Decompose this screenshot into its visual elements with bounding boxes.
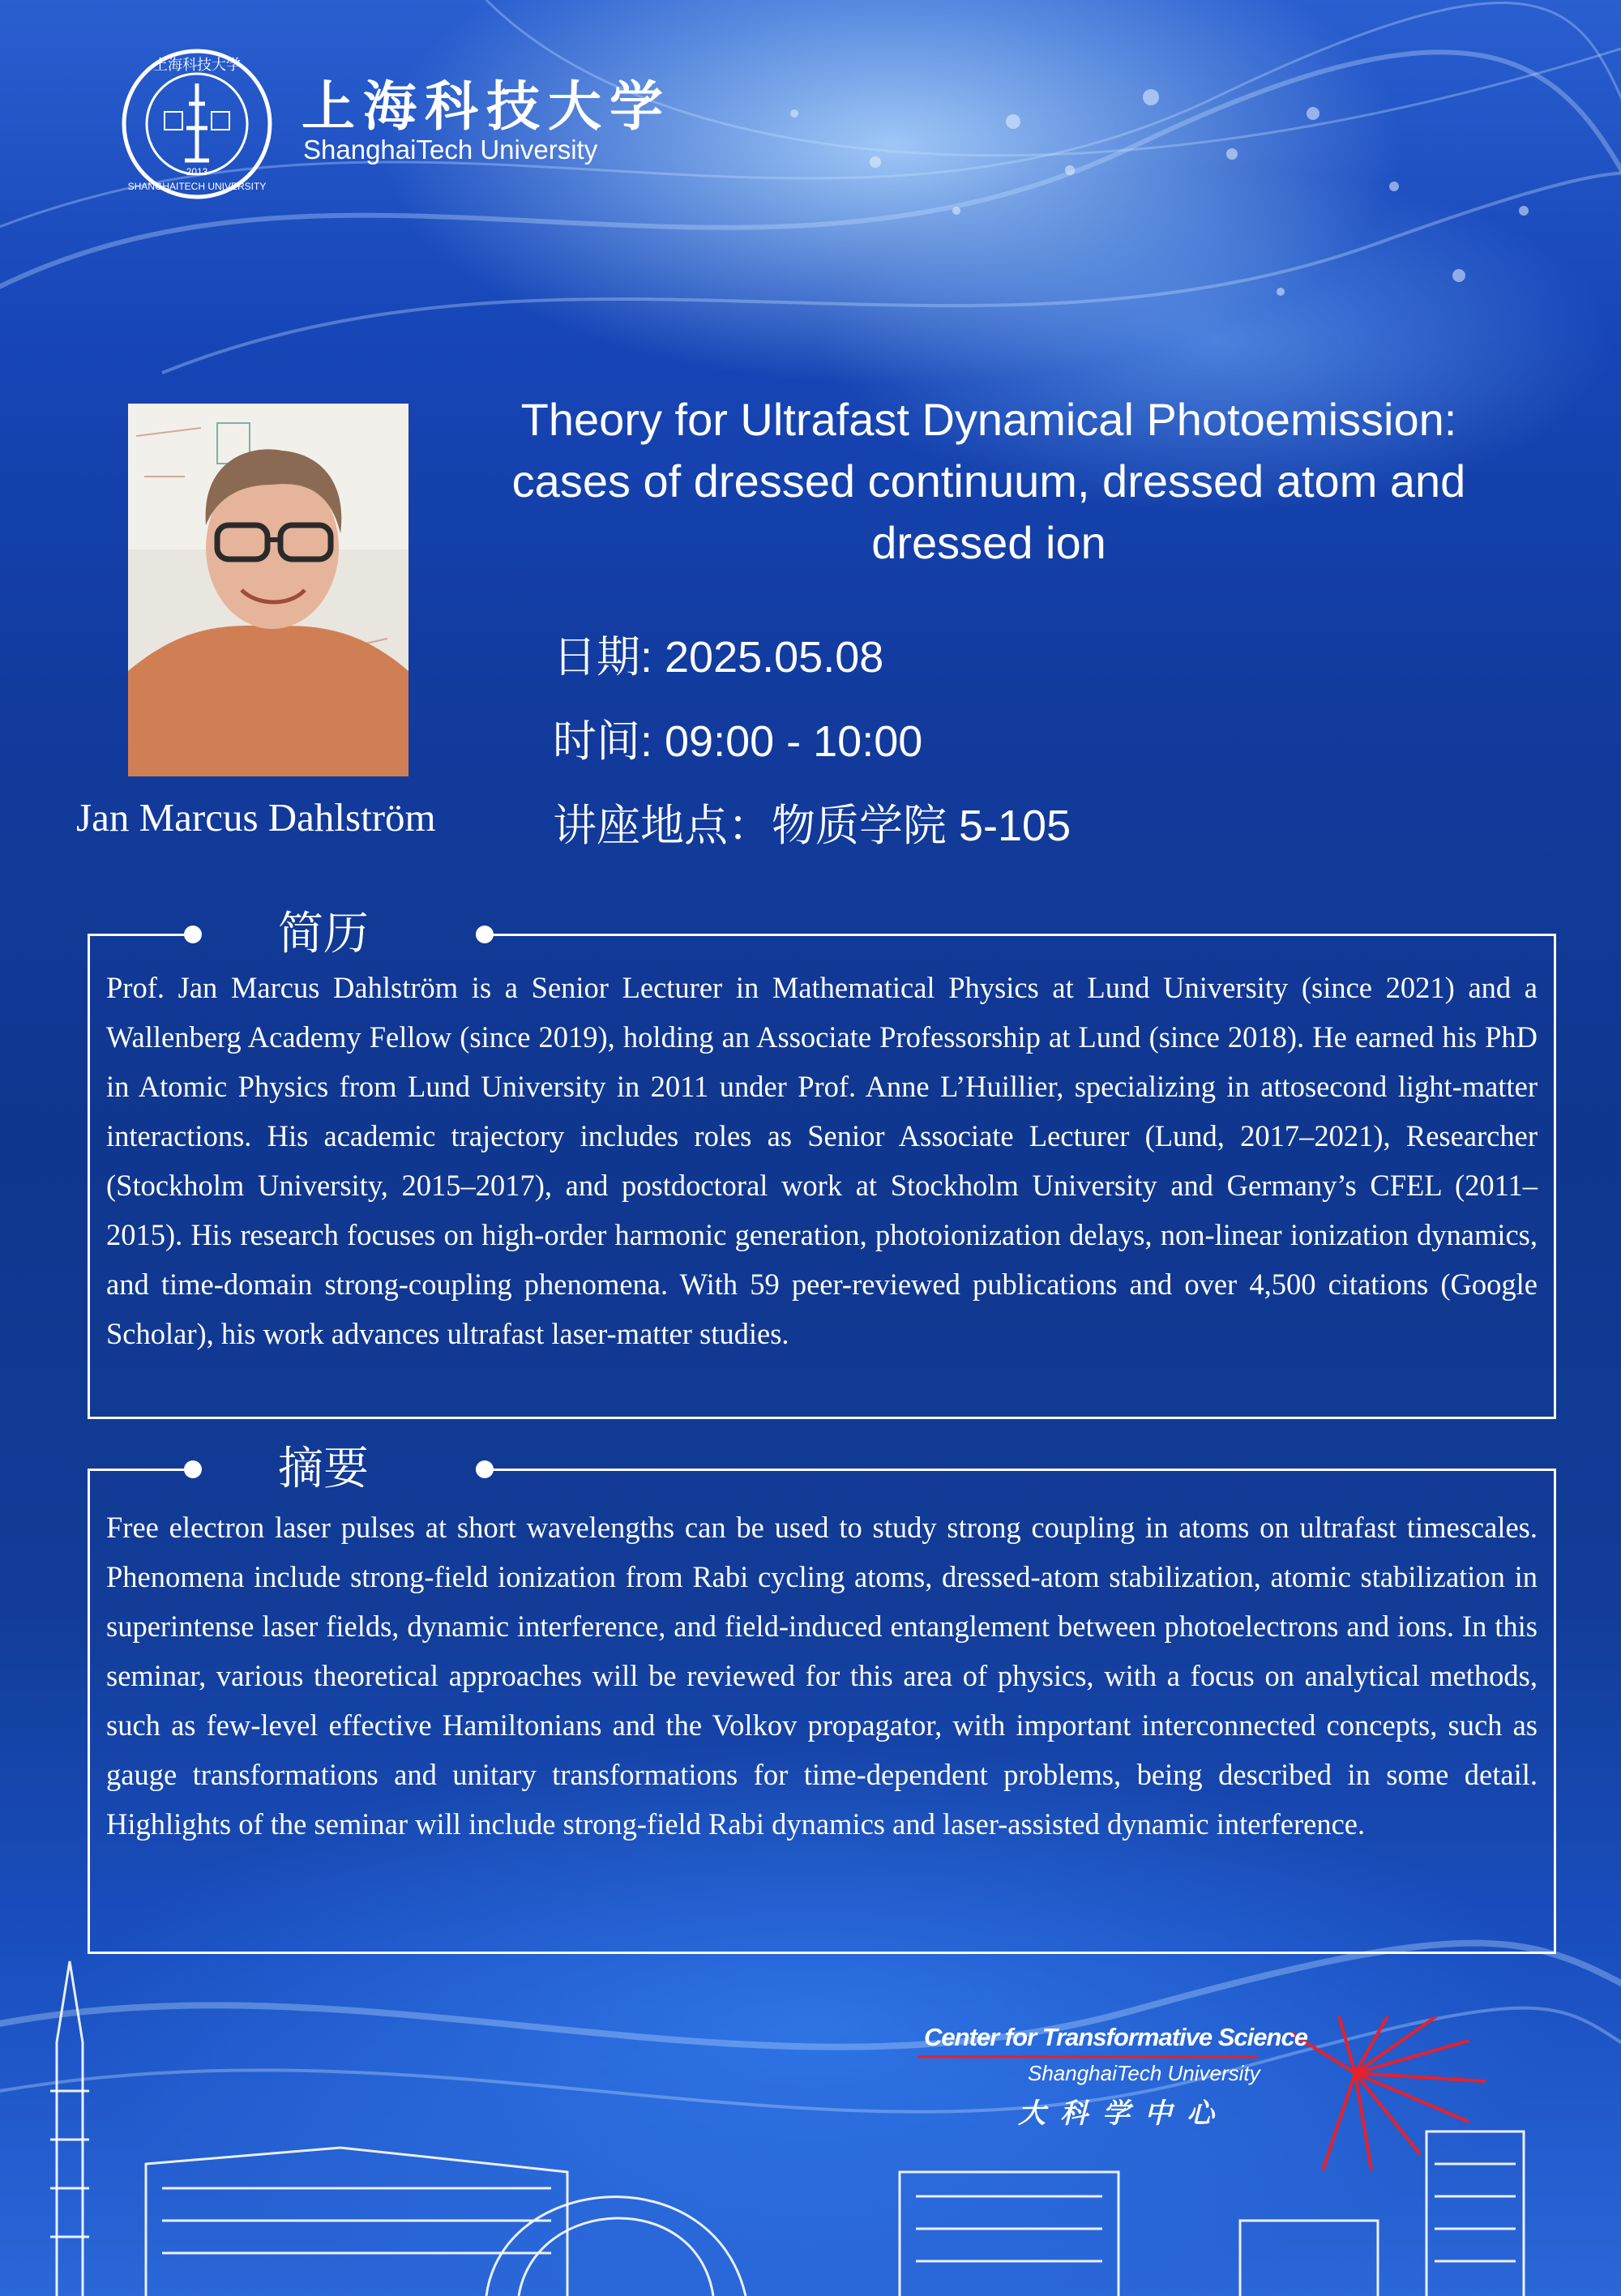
abstract-heading: 摘要 bbox=[278, 1443, 369, 1495]
svg-text:2013: 2013 bbox=[186, 166, 208, 177]
speaker-name: Jan Marcus Dahlström bbox=[76, 795, 436, 840]
svg-text:上海科技大学: 上海科技大学 bbox=[153, 57, 241, 74]
abstract-text: Free electron laser pulses at short wavelengths can be used to study strong coupling in atoms on ultrafast timescales. Phenomena include strong-field ionization from Rabi cycling atoms, dressed-atom stabilization, atomic stabilization in superintense laser fields, dynamic interference, and field-induced entanglement between photoelectrons and ions. In this seminar, various theoretical approaches will be reviewed for this area of physics, with a focus on analytical methods, such as few-level effective Hamiltonians and the Volkov propagator, with important interconnected concepts, such as gauge transformations and unitary transformations for time-dependent problems, being described in some detail. Highlights of the seminar will include strong-field Rabi dynamics and laser-assisted dynamic interference. bbox=[106, 1511, 1538, 1841]
center-name-en: Center for Transformative Science bbox=[924, 2023, 1307, 2051]
abstract-header-dot-left bbox=[184, 1460, 202, 1478]
talk-title-line: Theory for Ultrafast Dynamical Photoemission: bbox=[520, 394, 1457, 445]
bio-text: Prof. Jan Marcus Dahlström is a Senior Lecturer in Mathematical Physics at Lund University (since 2021) and a Wallenberg Academy Fellow (since 2019), holding an Associate Professorship at Lund (since 2018). He earned his PhD in Atomic Physics from Lund University in 2011 under Prof. Anne L’Huillier, specializing in attosecond light-matter interactions. His academic trajectory includes roles as Senior Associate Lecturer (Lund, 2017–2021), Researcher (Stockholm University, 2015–2017), and postdoctoral work at Stockholm University and Germany’s CFEL (2011–2015). His research focuses on high-order harmonic generation, photoionization delays, non-linear ionization dynamics, and time-domain strong-coupling phenomena. With 59 peer-reviewed publications and over 4,500 citations (Google Scholar), his work advances ultrafast laser-matter studies. bbox=[106, 971, 1538, 1350]
university-name-en: ShanghaiTech University bbox=[303, 135, 598, 165]
center-name-cn: 大科学中心 bbox=[1018, 2098, 1229, 2129]
abstract-header-line-right bbox=[484, 1469, 1554, 1471]
talk-time: 时间: 09:00 - 10:00 bbox=[553, 717, 923, 766]
speaker-photo bbox=[128, 404, 408, 776]
talk-title bbox=[446, 389, 1532, 574]
bio-heading: 简历 bbox=[278, 908, 369, 960]
university-seal-logo bbox=[120, 47, 274, 201]
talk-title-line: cases of dressed continuum, dressed atom and bbox=[511, 455, 1466, 507]
talk-date: 日期: 2025.05.08 bbox=[553, 633, 884, 682]
center-university: ShanghaiTech University bbox=[1028, 2061, 1260, 2085]
abstract-header-line-left bbox=[90, 1469, 192, 1471]
bio-header-line-left bbox=[90, 934, 192, 936]
talk-location: 讲座地点：物质学院 5-105 bbox=[553, 802, 1071, 850]
university-name-cn: 上海科技大学 bbox=[302, 75, 671, 138]
bio-header-dot-left bbox=[184, 926, 202, 943]
svg-text:SHANGHAITECH UNIVERSITY: SHANGHAITECH UNIVERSITY bbox=[127, 181, 267, 192]
bio-header-line-right bbox=[484, 934, 1554, 936]
talk-title-line: dressed ion bbox=[871, 517, 1106, 568]
bio-section bbox=[88, 908, 1556, 1419]
abstract-section bbox=[88, 1443, 1556, 1954]
